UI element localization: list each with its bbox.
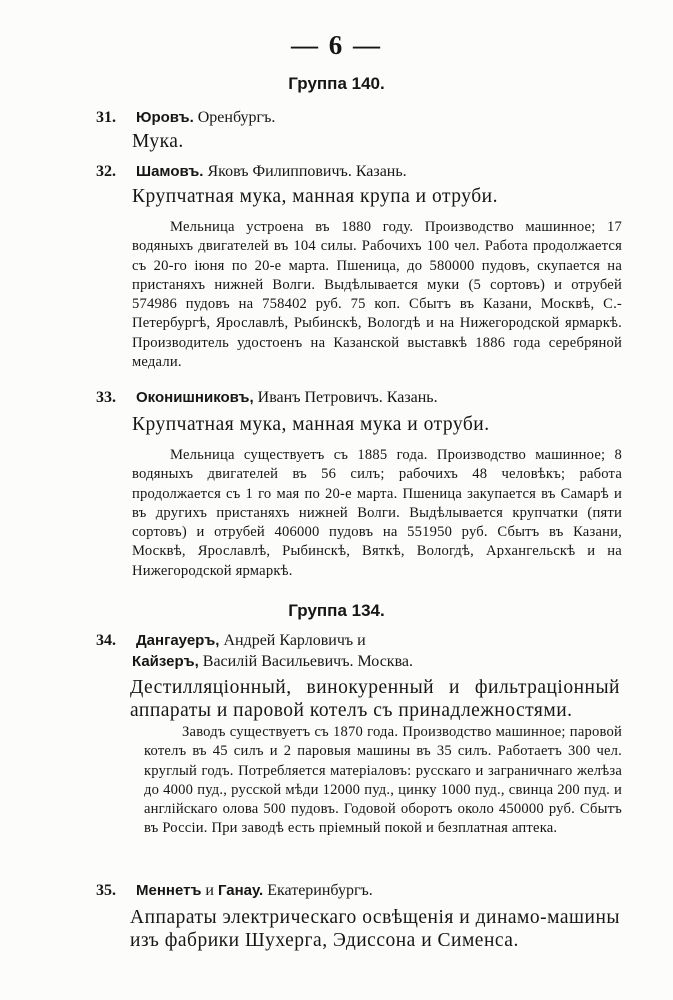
entry-number: 32. — [96, 163, 116, 180]
entry-number: 31. — [96, 109, 116, 126]
group-heading-140: Группа 140. — [288, 74, 385, 93]
entry-32-product: Крупчатная мука, манная крупа и отруби. — [132, 186, 498, 207]
exhibitor-details: Екатеринбургъ. — [267, 882, 373, 899]
entry-number: 35. — [96, 882, 116, 899]
entry-33-description: Мельница существуетъ съ 1885 года. Производство машинное; 8 водяныхъ двигателей въ 56 силъ; рабочихъ 48 человѣкъ; работа продолжается съ 1 го мая по 20-е марта. Пшеница закупается въ Самарѣ и въ другихъ пристаняхъ нижней Волги. Выдѣлывается крупчатки (пяти сортовъ) и отрубей 406000 пудовъ на 551950 руб. Сбытъ въ Казани, Москвѣ, Ярославлѣ, Рыбинскѣ, Вяткѣ, Вологдѣ, Архангельскѣ и на Нижегородской ярмаркѣ. — [132, 447, 622, 579]
page-number: — 6 — — [291, 30, 382, 60]
exhibitor-connector: и — [205, 882, 214, 899]
entry-32-description: Мельница устроена въ 1880 году. Производство машинное; 17 водяныхъ двигателей въ 104 силы. Рабочихъ 100 чел. Работа продолжается съ 20-го iюня по 20-е марта. Пшеница, до 580000 пудовъ, скупается на пристаняхъ нижней Волги. Выдѣлывается муки (5 сортовъ) и отрубей 574986 пудовъ на 758402 руб. 75 коп. Сбытъ въ Казани, Москвѣ, С.-Петербургѣ, Ярославлѣ, Рыбинскѣ, Вологдѣ и на Нижегородской ярмаркѣ. Производитель удостоенъ на Казанской выставкѣ 1886 года серебряной медали. — [132, 219, 622, 371]
entry-34-product: Дестилляціонный, винокуренный и фильтраціонный аппараты и паровой котелъ съ принадлежностями. — [130, 677, 620, 721]
exhibitor-details-2: Василій Васильевичъ. Москва. — [202, 653, 414, 670]
entry-34-header-line2 — [132, 653, 413, 671]
exhibitor-details: Андрей Карловичъ и — [223, 632, 366, 649]
exhibitor-details: Яковъ Филипповичъ. Казань. — [207, 163, 407, 180]
exhibitor-name: Меннетъ — [136, 882, 202, 899]
entry-33-header — [96, 389, 438, 407]
entry-35-product: Аппараты электрическаго освѣщенія и динамо-машины изъ фабрики Шухерга, Эдиссона и Сименса. — [130, 907, 620, 951]
exhibitor-name: Юровъ. — [136, 109, 194, 126]
entry-31-product: Мука. — [132, 131, 184, 152]
entry-31-header — [96, 109, 275, 127]
exhibitor-details: Иванъ Петровичъ. Казань. — [257, 389, 438, 406]
entry-35-header — [96, 882, 373, 900]
entry-34-description: Заводъ существуетъ съ 1870 года. Производство машинное; паровой котелъ въ 45 силъ и 2 паровыя машины въ 35 силъ. Работаетъ 300 чел. круглый годъ. Потребляется матеріаловъ: русскаго и заграничнаго желѣза до 4000 пуд., русской мѣди 12000 пуд., цинку 1000 пуд., свинца 200 пуд. и англійскаго олова 500 пудовъ. Годовой оборотъ около 450000 руб. Сбытъ въ Россіи. При заводѣ есть пріемный покой и безплатная аптека. — [144, 724, 622, 837]
entry-33-product: Крупчатная мука, манная мука и отруби. — [132, 414, 490, 435]
exhibitor-name-2: Ганау. — [217, 882, 264, 899]
exhibitor-name: Шамовъ. — [136, 163, 204, 180]
exhibitor-name: Дангауеръ, — [136, 632, 220, 649]
exhibitor-details: Оренбургъ. — [197, 109, 276, 126]
exhibitor-name-2: Кайзеръ, — [132, 653, 199, 670]
entry-34-header — [96, 632, 366, 650]
entry-number: 34. — [96, 632, 116, 649]
exhibitor-name: Оконишниковъ, — [136, 389, 254, 406]
entry-32-header — [96, 163, 407, 181]
group-heading-134: Группа 134. — [288, 601, 385, 620]
entry-number: 33. — [96, 389, 116, 406]
